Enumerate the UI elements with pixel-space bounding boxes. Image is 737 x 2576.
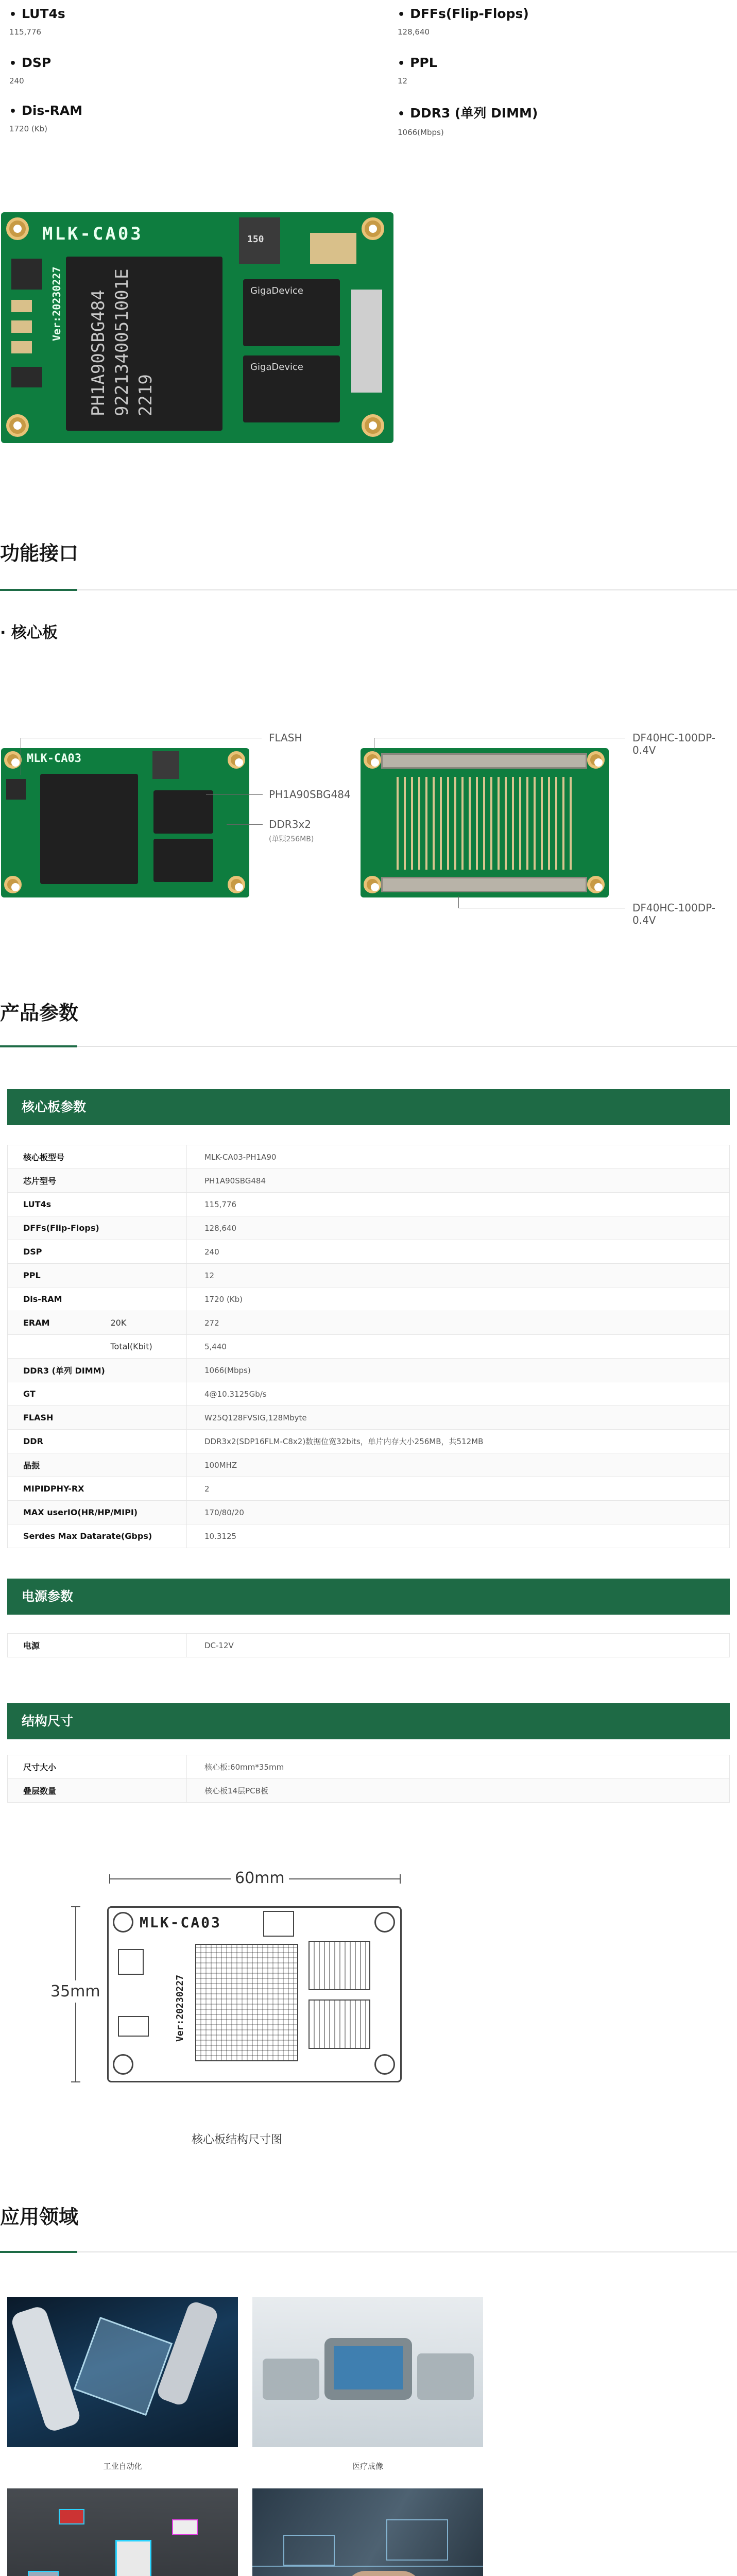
mounting-hole: [364, 876, 381, 893]
mounting-hole: [228, 876, 245, 893]
spec-dffs: [398, 6, 529, 37]
bullet: ·: [0, 624, 11, 642]
spec-label: • PPL: [398, 55, 437, 70]
power-params-table: [7, 1633, 730, 1657]
size-params-header: 结构尺寸: [7, 1703, 730, 1739]
medical-equipment-image: [252, 2297, 483, 2447]
traffic-vision-image: [7, 2488, 238, 2576]
table-row: MAX userIO(HR/HP/MIPI) 170/80/20: [8, 1501, 730, 1524]
ddr-footprint: [308, 1941, 370, 1990]
table-row: Dis-RAM 1720 (Kb): [8, 1287, 730, 1311]
mounting-hole: [374, 1912, 395, 1933]
ddr-chip-2: [243, 355, 340, 422]
regulator-chip: [11, 259, 42, 290]
mounting-hole: [113, 2054, 133, 2075]
power-params-header: 电源参数: [7, 1579, 730, 1615]
smd-part: [6, 779, 26, 800]
smd-part: [11, 300, 32, 312]
table-row: DDR DDR3x2(SDP16FLM-C8x2)数据位宽32bits，单片内存大小256MB，共512MB: [8, 1430, 730, 1453]
fpga-marking-line: PH1A90SBG484: [88, 290, 109, 416]
callout-connector-bottom: DF40HC-100DP-0.4V: [632, 902, 715, 926]
table-row: 核心板型号 MLK-CA03-PH1A90: [8, 1145, 730, 1169]
board-connector-top: [381, 753, 587, 769]
spec-value: 128,640: [398, 27, 430, 37]
spec-value: 12: [398, 76, 408, 86]
board-silk-version: Ver:20230227: [50, 266, 63, 341]
spec-label: • DSP: [9, 55, 51, 70]
size-params-table: [7, 1755, 730, 1803]
ddr-chip-2: [153, 839, 213, 882]
board-outline: [107, 1906, 402, 2082]
core-params-header: 核心板参数: [7, 1089, 730, 1125]
ddr-brand: GigaDevice: [250, 285, 303, 296]
section-divider: [0, 589, 737, 590]
fpga-chip: [66, 257, 222, 431]
ddr-chip-1: [153, 790, 213, 834]
mounting-hole: [4, 876, 22, 893]
fpga-marking-line: 2219: [135, 374, 156, 416]
spec-label: • Dis-RAM: [9, 103, 82, 118]
spec-label: • LUT4s: [9, 6, 65, 21]
ddr-brand: GigaDevice: [250, 362, 303, 372]
callout-line: [458, 896, 459, 908]
dimension-caption: 核心板结构尺寸图: [192, 2133, 283, 2146]
table-row: DDR3 (单列 DIMM) 1066(Mbps): [8, 1359, 730, 1382]
ddr-footprint: [308, 1999, 370, 2049]
smd-part: [11, 320, 32, 333]
callout-line: [206, 794, 263, 795]
spec-ppl: [398, 55, 437, 86]
core-board-photo: [1, 212, 393, 443]
callout-connector-top: DF40HC-100DP-0.4V: [632, 732, 715, 756]
smd-part: [310, 233, 356, 264]
table-row: FLASH W25Q128FVSIG,128Mbyte: [8, 1406, 730, 1430]
mounting-hole: [374, 2054, 395, 2075]
table-row: 叠层数量 核心板14层PCB板: [8, 1779, 730, 1803]
table-row: Total(Kbit) 5,440: [8, 1335, 730, 1359]
connector-edge: [351, 290, 382, 393]
table-row: PPL 12: [8, 1264, 730, 1287]
smd-array: [391, 777, 577, 870]
spec-disram: [9, 103, 82, 133]
fpga-marking-line: 9221340051001E: [112, 268, 132, 416]
caption-medical: 医疗成像: [352, 2462, 383, 2471]
inductor-marking: 150: [247, 234, 264, 245]
subsection-core-board: · 核心板: [0, 624, 58, 642]
spec-label: • DDR3 (单列 DIMM): [398, 103, 538, 122]
mounting-hole: [362, 217, 384, 240]
mounting-hole: [587, 751, 605, 769]
table-row: ERAM 20K 272: [8, 1311, 730, 1335]
spec-label: • DFFs(Flip-Flops): [398, 6, 529, 21]
core-params-table: [7, 1145, 730, 1548]
section-title-interface: 功能接口: [0, 542, 79, 565]
mounting-hole: [362, 414, 384, 437]
callout-fpga: PH1A90SBG484: [269, 788, 351, 801]
callout-ddr: DDR3x2: [269, 818, 311, 831]
smd-part: [11, 341, 32, 353]
interface-board-back: [361, 748, 609, 897]
robot-arm-image: [7, 2297, 238, 2447]
table-row: 尺寸大小 核心板:60mm*35mm: [8, 1755, 730, 1779]
section-divider: [0, 1046, 737, 1047]
spec-value: 1720 (Kb): [9, 124, 48, 133]
table-row: Serdes Max Datarate(Gbps) 10.3125: [8, 1524, 730, 1548]
mounting-hole: [228, 751, 245, 769]
mounting-hole: [364, 751, 381, 769]
table-row: MIPIDPHY-RX 2: [8, 1477, 730, 1501]
callout-flash: FLASH: [269, 732, 302, 744]
network-hand-image: [252, 2488, 483, 2576]
section-title-params: 产品参数: [0, 1002, 79, 1024]
chip-footprint: [118, 1949, 144, 1975]
spec-lut4s: [9, 6, 65, 37]
mounting-hole: [6, 217, 29, 240]
ddr-chip-1: [243, 279, 340, 346]
height-label: 35mm: [50, 1980, 100, 2003]
mounting-hole: [4, 751, 22, 769]
board-silk-name: MLK-CA03: [27, 752, 81, 765]
fpga-footprint: [195, 1944, 298, 2061]
mounting-hole: [6, 414, 29, 437]
inductor: [152, 751, 179, 779]
mounting-hole: [113, 1912, 133, 1933]
section-divider: [0, 2251, 737, 2252]
caption-industrial: 工业自动化: [103, 2462, 142, 2471]
spec-value: 1066(Mbps): [398, 128, 444, 137]
table-row: 晶振 100MHZ: [8, 1453, 730, 1477]
board-connector-bottom: [381, 877, 587, 892]
spec-dsp: [9, 55, 51, 86]
board-version: Ver:20230227: [175, 1974, 185, 2042]
board-silk-name: MLK-CA03: [42, 224, 143, 244]
section-title-applications: 应用领域: [0, 2206, 79, 2228]
table-row: DSP 240: [8, 1240, 730, 1264]
width-label: 60mm: [231, 1869, 289, 1887]
interface-board-front: [1, 748, 249, 897]
table-row: 电源 DC-12V: [8, 1634, 730, 1657]
callout-ddr-note: (单颗256MB): [269, 835, 314, 843]
spec-ddr3: [398, 103, 538, 137]
spec-value: 115,776: [9, 27, 42, 37]
mounting-hole: [587, 876, 605, 893]
table-row: GT 4@10.3125Gb/s: [8, 1382, 730, 1406]
table-row: 芯片型号 PH1A90SBG484: [8, 1169, 730, 1193]
table-row: LUT4s 115,776: [8, 1193, 730, 1216]
flash-chip: [11, 367, 42, 387]
table-row: DFFs(Flip-Flops) 128,640: [8, 1216, 730, 1240]
board-name: MLK-CA03: [140, 1914, 221, 1931]
fpga-chip: [40, 774, 138, 884]
chip-footprint: [118, 2016, 149, 2037]
inductor-footprint: [263, 1911, 294, 1937]
spec-value: 240: [9, 76, 24, 86]
callout-line: [227, 824, 263, 825]
